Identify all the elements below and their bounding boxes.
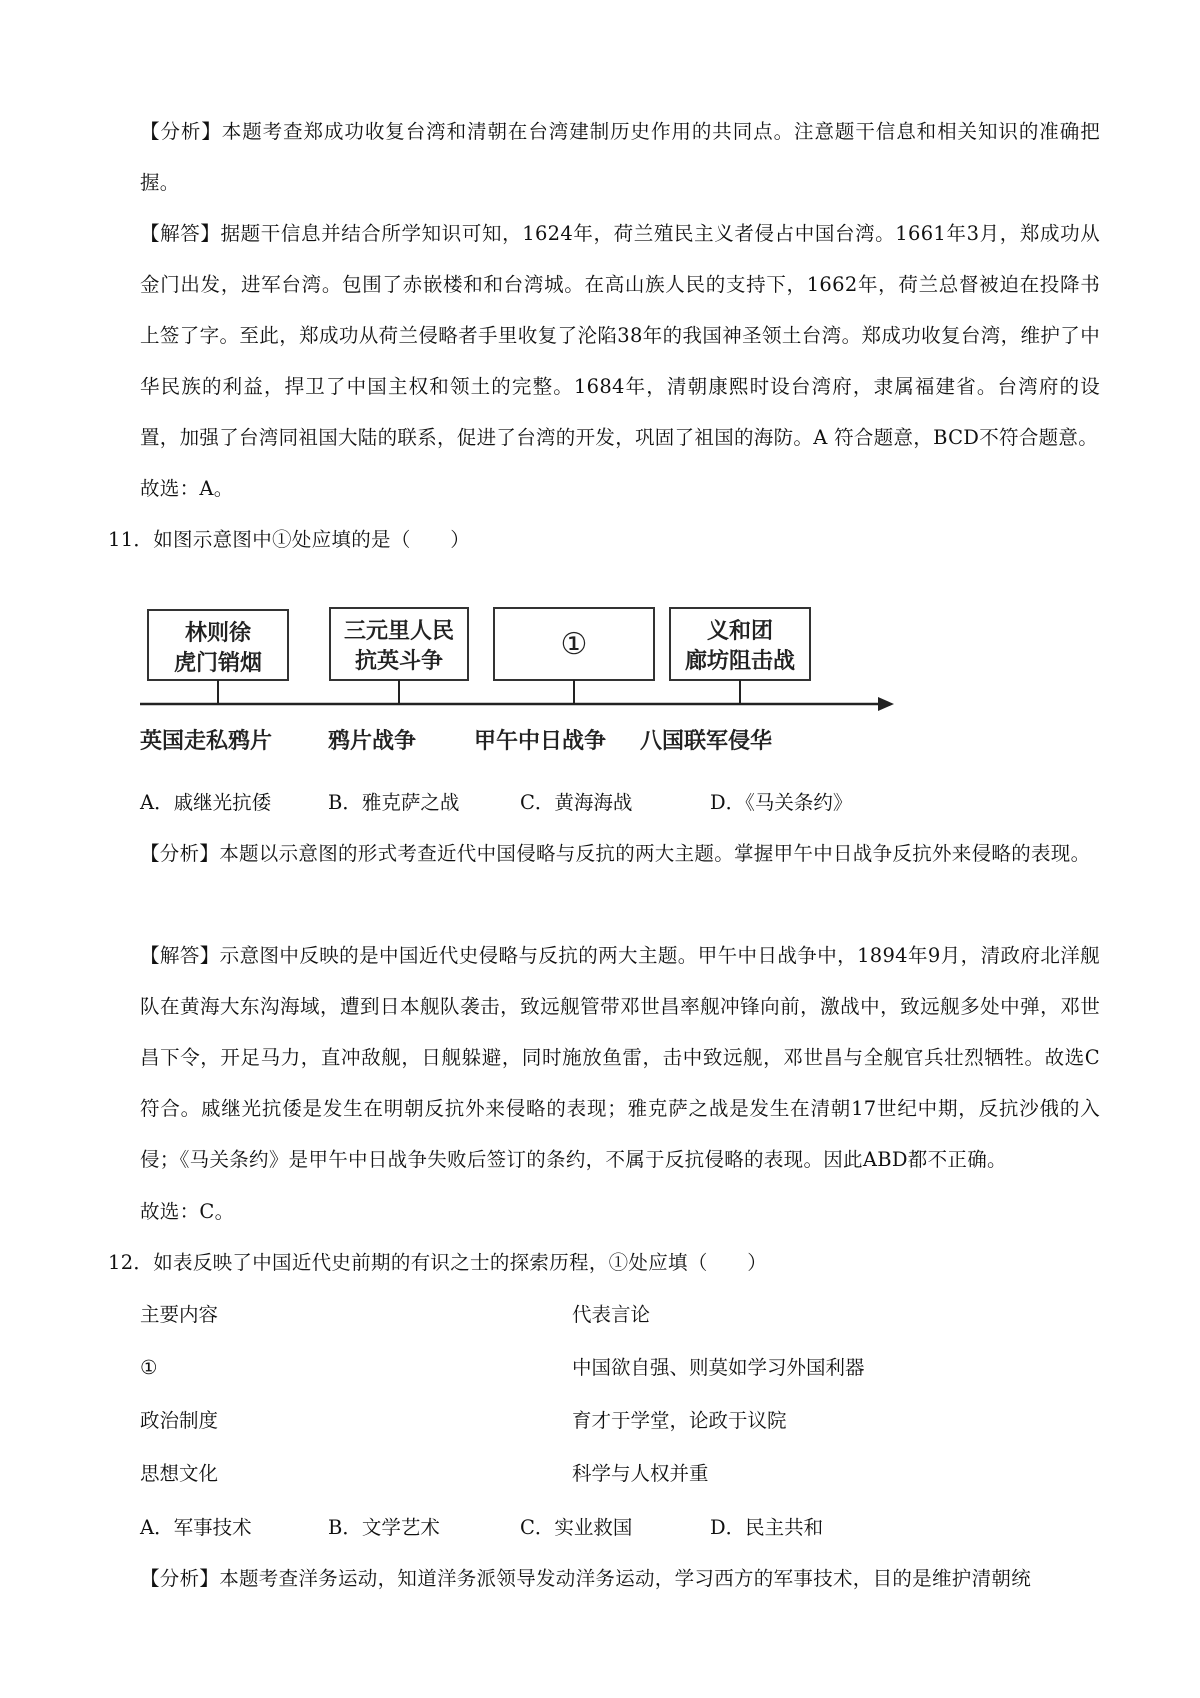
q12-option-a: A．军事技术 <box>140 1516 252 1539</box>
q12-header-content: 主要内容 <box>140 1303 219 1326</box>
q12-options <box>140 1502 1100 1553</box>
q10-choice: 故选：A。 <box>140 477 234 500</box>
timeline-box-1-line2: 虎门销烟 <box>173 651 263 676</box>
q11-answer: 【解答】示意图中反映的是中国近代史侵略与反抗的两大主题。甲午中日战争中，1894年9月，清政府北洋舰队在黄海大东沟海域，遭到日本舰队袭击，致远舰管带邓世昌率舰冲锋向前，激战中，致远舰多处中弹，邓世昌下令，开足马力，直冲敌舰，日舰躲避，同时施放鱼雷，击中致远舰，邓世昌与全舰官兵壮烈牺牲。故选C符合。戚继光抗倭是发生在明朝反抗外来侵略的表现；雅克萨之战是发生在清朝17世纪中期，反抗沙俄的入侵；《马关条约》是甲午中日战争失败后签订的条约，不属于反抗侵略的表现。因此ABD都不正确。 <box>140 944 1100 1171</box>
q11-option-a: A．戚继光抗倭 <box>140 791 272 814</box>
q12-option-b: B．文学艺术 <box>328 1516 440 1539</box>
q11-stem: 11．如图示意图中①处应填的是（ ） <box>108 528 471 551</box>
q12-stem: 12．如表反映了中国近代史前期的有识之士的探索历程，①处应填（ ） <box>108 1251 768 1274</box>
timeline-label-4: 八国联军侵华 <box>640 729 773 754</box>
table-cell: 中国欲自强、则莫如学习外国利器 <box>572 1356 865 1379</box>
timeline-box-2-line1: 三元里人民 <box>343 619 455 644</box>
timeline-label-1: 英国走私鸦片 <box>140 729 273 754</box>
timeline-box-2-line2: 抗英斗争 <box>354 649 444 674</box>
timeline-box-4-line2: 廊坊阻击战 <box>684 649 796 674</box>
q12-option-c: C．实业救国 <box>520 1516 633 1539</box>
table-cell: 思想文化 <box>140 1462 219 1485</box>
table-cell: 育才于学堂，论政于议院 <box>572 1409 787 1432</box>
table-row <box>140 1394 1100 1447</box>
timeline-label-2: 鸦片战争 <box>328 729 417 754</box>
q12-option-d: D．民主共和 <box>710 1516 824 1539</box>
table-row <box>140 1447 1100 1500</box>
q11-timeline-diagram <box>138 598 898 768</box>
q11-analysis: 【分析】本题以示意图的形式考查近代中国侵略与反抗的两大主题。掌握甲午中日战争反抗外来侵略的表现。 <box>140 842 1091 865</box>
q11-option-b: B．雅克萨之战 <box>328 791 460 814</box>
q12-header-quote: 代表言论 <box>572 1303 651 1326</box>
table-cell: ① <box>140 1356 158 1379</box>
table-cell: 政治制度 <box>140 1409 219 1432</box>
q10-answer: 【解答】据题干信息并结合所学知识可知，1624年，荷兰殖民主义者侵占中国台湾。1661年3月，郑成功从金门出发，进军台湾。包围了赤嵌楼和和台湾城。在高山族人民的支持下，1662年，荷兰总督被迫在投降书上签了字。至此，郑成功从荷兰侵略者手里收复了沦陷38年的我国神圣领土台湾。郑成功收复台湾，维护了中华民族的利益，捍卫了中国主权和领土的完整。1684年，清朝康熙时设台湾府，隶属福建省。台湾府的设置，加强了台湾同祖国大陆的联系，促进了台湾的开发，巩固了祖国的海防。A 符合题意，BCD不符合题意。 <box>140 222 1100 449</box>
q11-option-d: D．《马关条约》 <box>710 791 853 814</box>
timeline-arrow <box>878 697 894 711</box>
timeline-box-2 <box>330 608 468 704</box>
timeline-box-4 <box>670 608 810 704</box>
q10-analysis: 【分析】本题考查郑成功收复台湾和清朝在台湾建制历史作用的共同点。注意题干信息和相关知识的准确把握。 <box>140 120 1100 194</box>
q11-option-c: C．黄海海战 <box>520 791 633 814</box>
timeline-box-4-line1: 义和团 <box>706 619 774 644</box>
q12-table <box>140 1288 1100 1500</box>
timeline-box-1-line1: 林则徐 <box>184 621 252 646</box>
table-cell: 科学与人权并重 <box>572 1462 709 1485</box>
timeline-box-1 <box>148 610 288 704</box>
timeline-label-3: 甲午中日战争 <box>474 729 607 754</box>
q11-choice: 故选：C。 <box>140 1200 235 1223</box>
timeline-box-3-label: ① <box>560 627 588 662</box>
q11-options <box>140 777 1100 828</box>
timeline-box-3 <box>494 608 654 704</box>
q12-table-header <box>140 1288 1100 1341</box>
table-row <box>140 1341 1100 1394</box>
q12-analysis: 【分析】本题考查洋务运动，知道洋务派领导发动洋务运动，学习西方的军事技术，目的是维护清朝统 <box>140 1567 1032 1590</box>
